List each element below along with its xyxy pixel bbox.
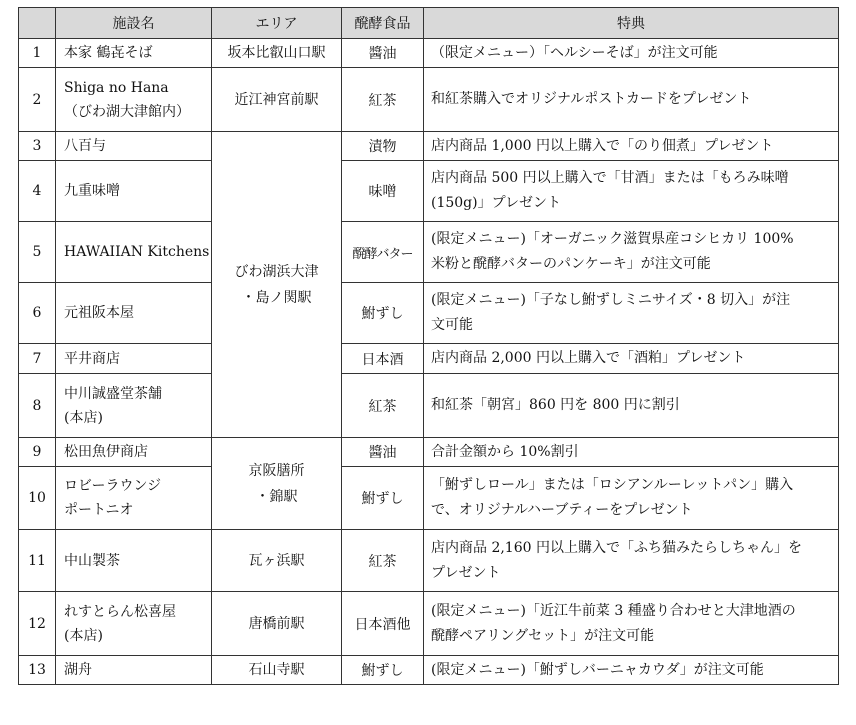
table-row	[19, 530, 839, 592]
table-row	[19, 344, 839, 374]
fermented-food: 紅茶	[342, 374, 424, 438]
fermented-food: 日本酒他	[342, 592, 424, 656]
row-number: 13	[19, 656, 56, 685]
row-number: 11	[19, 530, 56, 592]
perk-text: 店内商品 2,000 円以上購入で「酒粕」プレゼント	[424, 344, 839, 374]
perk-text: (限定メニュー)「子なし鮒ずしミニサイズ・8 切入」が注 文可能	[424, 283, 839, 344]
area-station: びわ湖浜大津 ・島ノ関駅	[212, 132, 342, 438]
header-no	[19, 8, 56, 39]
table-row	[19, 132, 839, 161]
row-number: 1	[19, 39, 56, 68]
row-number: 7	[19, 344, 56, 374]
facility-name: 中山製茶	[56, 530, 212, 592]
perk-text: 合計金額から 10%割引	[424, 438, 839, 467]
perk-text: (限定メニュー)「オーガニック滋賀県産コシヒカリ 100% 米粉と醗酵バターのパンケーキ」が注文可能	[424, 222, 839, 283]
area-station: 瓦ヶ浜駅	[212, 530, 342, 592]
perk-text: 店内商品 2,160 円以上購入で「ふち猫みたらしちゃん」を プレゼント	[424, 530, 839, 592]
row-number: 8	[19, 374, 56, 438]
perk-text: 店内商品 500 円以上購入で「甘酒」または「もろみ味噌 (150g)」プレゼント	[424, 161, 839, 222]
fermented-food: 鮒ずし	[342, 656, 424, 685]
area-station: 京阪膳所 ・錦駅	[212, 438, 342, 530]
perk-text: 店内商品 1,000 円以上購入で「のり佃煮」プレゼント	[424, 132, 839, 161]
table-row	[19, 283, 839, 344]
row-number: 10	[19, 467, 56, 530]
row-number: 5	[19, 222, 56, 283]
fermented-food: 味噌	[342, 161, 424, 222]
table-row	[19, 161, 839, 222]
facility-name: れすとらん松喜屋 (本店)	[56, 592, 212, 656]
area-station: 石山寺駅	[212, 656, 342, 685]
fermented-food: 鮒ずし	[342, 283, 424, 344]
perk-text: 和紅茶「朝宮」860 円を 800 円に割引	[424, 374, 839, 438]
header-fermented-food: 醗酵食品	[342, 8, 424, 39]
fermented-food: 鮒ずし	[342, 467, 424, 530]
row-number: 9	[19, 438, 56, 467]
facility-table	[18, 7, 839, 685]
table-row	[19, 592, 839, 656]
fermented-food: 醬油	[342, 39, 424, 68]
table-row	[19, 656, 839, 685]
header-perk: 特典	[424, 8, 839, 39]
area-station: 坂本比叡山口駅	[212, 39, 342, 68]
row-number: 4	[19, 161, 56, 222]
row-number: 6	[19, 283, 56, 344]
facility-name: 湖舟	[56, 656, 212, 685]
fermented-food: 紅茶	[342, 68, 424, 132]
table-row	[19, 438, 839, 467]
header-row	[19, 8, 839, 39]
row-number: 12	[19, 592, 56, 656]
header-area: エリア	[212, 8, 342, 39]
table-row	[19, 68, 839, 132]
facility-name: HAWAIIAN Kitchens	[56, 222, 212, 283]
fermented-food: 漬物	[342, 132, 424, 161]
perk-text: 「鮒ずしロール」または「ロシアンルーレットパン」購入 で、オリジナルハーブティーをプレゼント	[424, 467, 839, 530]
row-number: 2	[19, 68, 56, 132]
table-row	[19, 39, 839, 68]
area-station: 唐橋前駅	[212, 592, 342, 656]
perk-text: (限定メニュー)「鮒ずしバーニャカウダ」が注文可能	[424, 656, 839, 685]
table-row	[19, 222, 839, 283]
table-row	[19, 374, 839, 438]
facility-name: 松田魚伊商店	[56, 438, 212, 467]
facility-name: ロビーラウンジ ポートニオ	[56, 467, 212, 530]
facility-name: 八百与	[56, 132, 212, 161]
facility-name: 中川誠盛堂茶舗 (本店)	[56, 374, 212, 438]
facility-name: 平井商店	[56, 344, 212, 374]
area-station: 近江神宮前駅	[212, 68, 342, 132]
facility-name: Shiga no Hana （びわ湖大津館内）	[56, 68, 212, 132]
header-facility-name: 施設名	[56, 8, 212, 39]
table-row	[19, 467, 839, 530]
fermented-food: 醬油	[342, 438, 424, 467]
facility-name: 元祖阪本屋	[56, 283, 212, 344]
fermented-food: 日本酒	[342, 344, 424, 374]
perk-text: 和紅茶購入でオリジナルポストカードをプレゼント	[424, 68, 839, 132]
facility-name: 九重味噌	[56, 161, 212, 222]
perk-text: （限定メニュー）「ヘルシーそば」が注文可能	[424, 39, 839, 68]
row-number: 3	[19, 132, 56, 161]
perk-text: (限定メニュー)「近江牛前菜 3 種盛り合わせと大津地酒の 醗酵ペアリングセット」が注文可能	[424, 592, 839, 656]
facility-name: 本家 鶴㐂そば	[56, 39, 212, 68]
fermented-food: 醗酵バター	[342, 222, 424, 283]
fermented-food: 紅茶	[342, 530, 424, 592]
